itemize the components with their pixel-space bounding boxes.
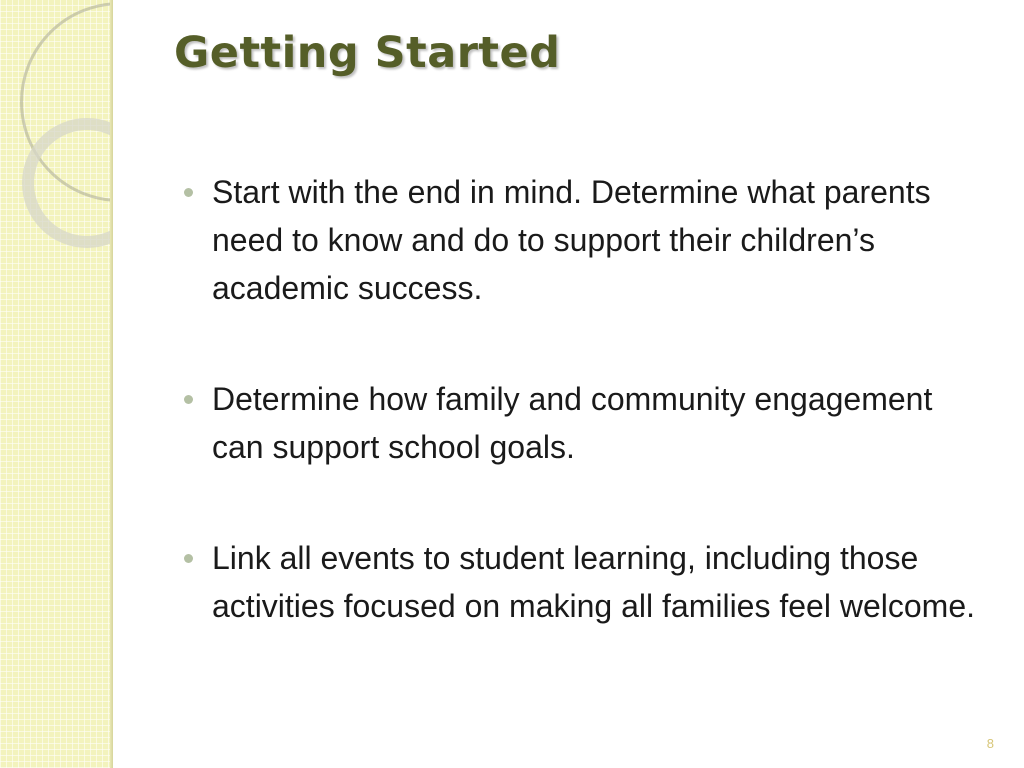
bullet-text: Start with the end in mind. Determine what parents need to know and do to support their children’s academic success. xyxy=(212,174,931,306)
bullet-item xyxy=(176,375,976,471)
bullet-text: Determine how family and community engagement can support school goals. xyxy=(212,381,933,465)
sidebar-border xyxy=(110,0,113,768)
slide-title: Getting Started xyxy=(174,28,561,78)
bullet-item xyxy=(176,534,976,630)
bullet-dot-icon xyxy=(184,188,193,197)
bullet-dot-icon xyxy=(184,554,193,563)
bullet-list xyxy=(176,168,976,630)
page-number: 8 xyxy=(986,736,994,751)
bullet-dot-icon xyxy=(184,395,193,404)
decorative-sidebar xyxy=(0,0,112,768)
bullet-item xyxy=(176,168,976,312)
bullet-text: Link all events to student learning, including those activities focused on making all families feel welcome. xyxy=(212,540,975,624)
